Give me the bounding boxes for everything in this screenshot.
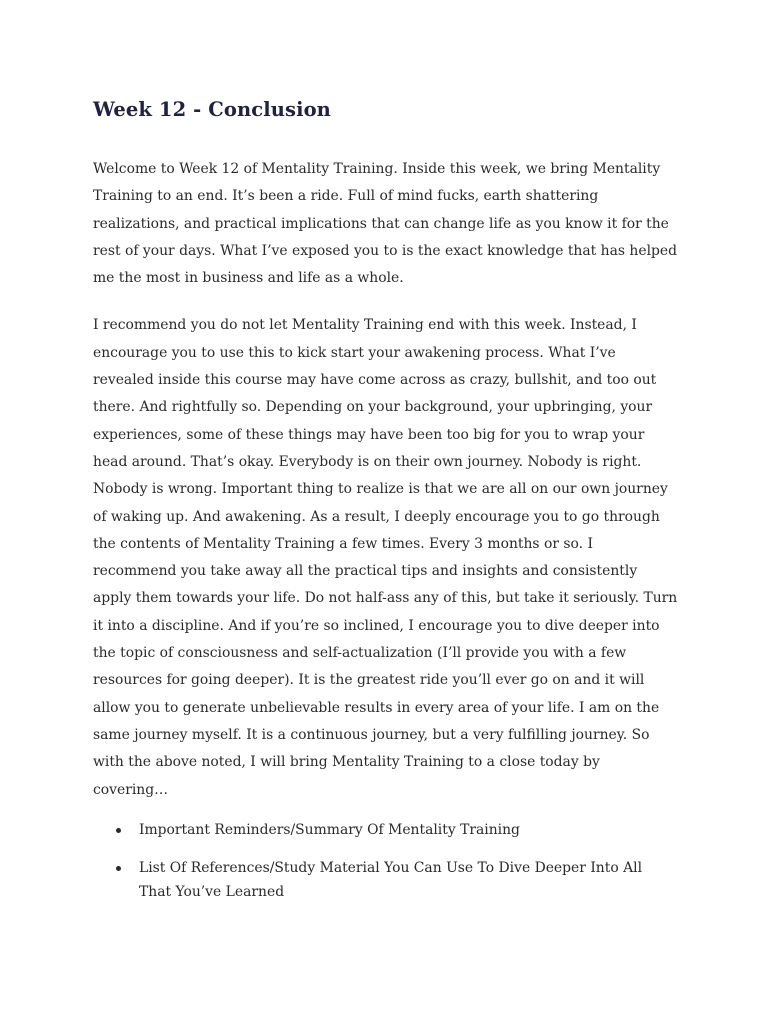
bullet-icon [116, 828, 121, 833]
list-item [93, 856, 678, 904]
list-item-text: Important Reminders/Summary Of Mentality Training [139, 821, 520, 838]
bullet-icon [116, 866, 121, 871]
page-title: Week 12 - Conclusion [93, 98, 331, 121]
intro-paragraph: Welcome to Week 12 of Mentality Training. Inside this week, we bring Mentality Training to an end. It’s been a ride. Full of mind fucks, earth shattering realizations, and practical implications that can change life as you know it for the rest of your days. What I’ve exposed you to is the exact knowledge that has helped me the most in business and life as a whole. [93, 161, 678, 287]
document-page [93, 96, 678, 918]
topics-list [93, 818, 678, 904]
list-item [93, 818, 678, 842]
list-item-text: List Of References/Study Material You Can Use To Dive Deeper Into All That You’ve Learned [139, 859, 643, 900]
recommendation-paragraph: I recommend you do not let Mentality Training end with this week. Instead, I encourage you to use this to kick start your awakening process. What I’ve revealed inside this course may have come across as crazy, bullshit, and too out there. And rightfully so. Depending on your background, your upbringing, your experiences, some of these things may have been too big for you to wrap your head around. That’s okay. Everybody is on their own journey. Nobody is right. Nobody is wrong. Important thing to realize is that we are all on our own journey of waking up. And awakening. As a result, I deeply encourage you to go through the contents of Mentality Training a few times. Every 3 months or so. I recommend you take away all the practical tips and insights and consistently apply them towards your life. Do not half-ass any of this, but take it seriously. Turn it into a discipline. And if you’re so inclined, I encourage you to dive deeper into the topic of consciousness and self-actualization (I’ll provide you with a few resources for going deeper). It is the greatest ride you’ll ever go on and it will allow you to generate unbelievable results in every area of your life. I am on the same journey myself. It is a continuous journey, but a very fulfilling journey. So with the above noted, I will bring Mentality Training to a close today by covering… [93, 317, 678, 798]
